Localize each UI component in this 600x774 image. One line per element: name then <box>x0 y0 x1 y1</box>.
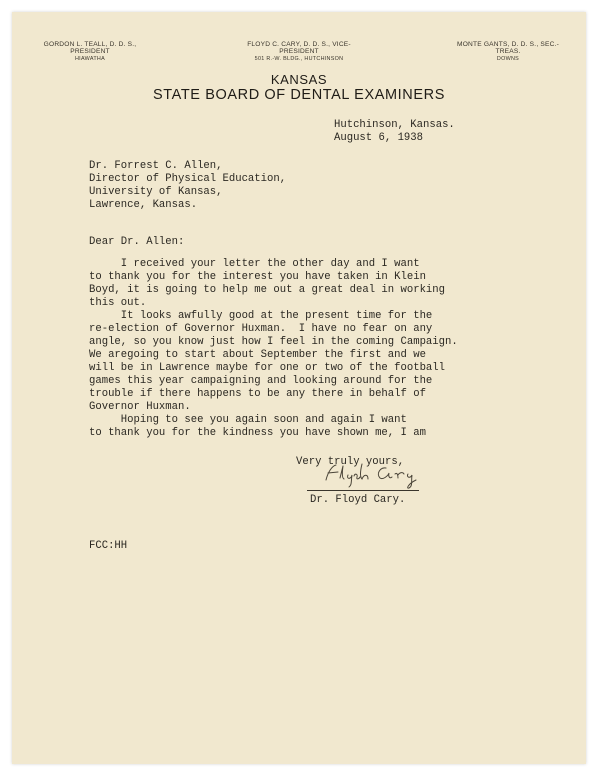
body-line: Boyd, it is going to help me out a great deal in working <box>89 284 446 296</box>
letterhead-state: KANSAS <box>270 72 328 87</box>
body-line: to thank you for the interest you have taken in Klein <box>89 271 426 283</box>
typed-name: Dr. Floyd Cary. <box>310 494 406 506</box>
secretary-town: DOWNS <box>496 56 520 62</box>
president-town: HIAWATHA <box>74 56 106 62</box>
body-line: angle, so you know just how I feel in the coming Campaign. <box>89 336 458 348</box>
recipient-line: University of Kansas, <box>89 186 223 198</box>
body-line: trouble if there happens to be any there in behalf of <box>89 388 426 400</box>
reference-initials: FCC:HH <box>89 540 128 552</box>
body-line: Hoping to see you again soon and again I want <box>89 414 407 426</box>
body-line: Governor Huxman. <box>89 401 191 413</box>
signature-rule <box>307 490 419 491</box>
body-line: to thank you for the kindness you have shown me, I am <box>89 427 426 439</box>
letter-page <box>12 12 586 764</box>
body-line: re-election of Governor Huxman. I have no fear on any <box>89 323 433 335</box>
vice-president-address: 501 R.-W. BLDG., HUTCHINSON <box>254 56 344 62</box>
vice-president-name: FLOYD C. CARY, D. D. S., VICE-PRESIDENT <box>247 41 351 55</box>
handwritten-signature <box>318 458 434 492</box>
body-line: this out. <box>89 297 147 309</box>
signature-drawing <box>318 458 434 492</box>
body-line: will be in Lawrence maybe for one or two of the football <box>89 362 446 374</box>
place-line: Hutchinson, Kansas. <box>334 119 455 131</box>
body-line: It looks awfully good at the present time for the <box>89 310 433 322</box>
date-line: August 6, 1938 <box>334 132 424 144</box>
recipient-line: Dr. Forrest C. Allen, <box>89 160 223 172</box>
letterhead-secretary <box>448 41 568 62</box>
letterhead-vice-president <box>234 41 364 62</box>
body-line: I received your letter the other day and I want <box>89 258 420 270</box>
recipient-line: Lawrence, Kansas. <box>89 199 198 211</box>
letterhead-board: STATE BOARD OF DENTAL EXAMINERS <box>153 87 445 103</box>
salutation: Dear Dr. Allen: <box>89 236 185 248</box>
recipient-line: Director of Physical Education, <box>89 173 287 185</box>
body-line: games this year campaigning and looking around for the <box>89 375 433 387</box>
closing: Very truly yours, <box>296 456 405 468</box>
president-name: GORDON L. TEALL, D. D. S., PRESIDENT <box>43 41 137 55</box>
body-line: We aregoing to start about September the first and we <box>89 349 426 361</box>
secretary-name: MONTE GANTS, D. D. S., SEC.-TREAS. <box>457 41 559 55</box>
letterhead-president <box>30 41 150 62</box>
